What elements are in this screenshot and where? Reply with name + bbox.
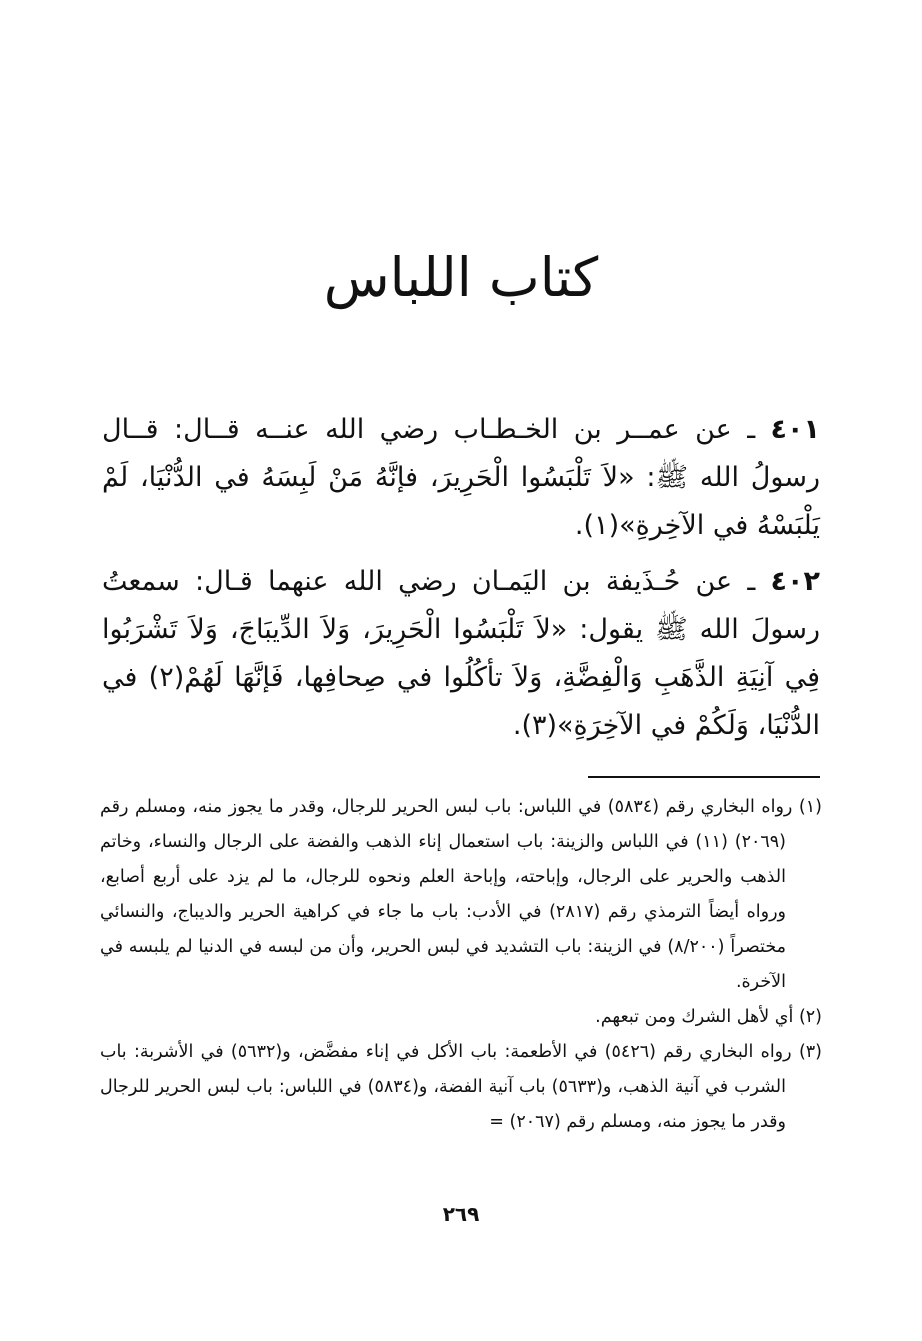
footnote [100,1035,822,1140]
footnote-text: أي لأهل الشرك ومن تبعهم. [595,1007,794,1027]
page-number: ٢٦٩ [442,1202,480,1226]
footnotes [100,790,822,1140]
footnote-marker: (٢) [798,1007,822,1027]
footnote [100,1000,822,1035]
footnote [100,790,822,1000]
footnote-separator [588,776,820,778]
hadith-number: ٤٠٢ [770,566,820,597]
footnote-marker: (١) [798,797,822,817]
footnote-text: رواه البخاري رقم (٥٨٣٤) في اللباس: باب لبس الحرير للرجال، وقدر ما يجوز منه، ومسلم رقم (٢٠٦٩) (١١) في اللباس والزينة: باب استعمال إناء الذهب والفضة على الرجال والنساء، وخاتم الذهب والحرير على الرجال، وإباحته، وإباحة العلم ونحوه للرجال، ما لم يزد على أربع أصابع، ورواه أيضاً الترمذي رقم (٢٨١٧) في الأدب: باب ما جاء في كراهية الحرير والديباج، والنسائي مختصراً (٨/٢٠٠) في الزينة: باب التشديد في لبس الحرير، وأن من لبسه في الدنيا لم يلبسه في الآخرة. [100,797,793,992]
footnote-text: رواه البخاري رقم (٥٤٢٦) في الأطعمة: باب الأكل في إناء مفضَّض، و(٥٦٣٢) في الأشربة: باب الشرب في آنية الذهب، و(٥٦٣٣) باب آنية الفضة، و(٥٨٣٤) في اللباس: باب لبس الحرير للرجال وقدر ما يجوز منه، ومسلم رقم (٢٠٦٧) = [100,1042,792,1132]
hadith-paragraph [102,406,820,550]
hadith-text: ـ عن حُـذَيفة بن اليَمـان رضي الله عنهما قـال: سمعتُ رسولَ الله ﷺ يقول: «لاَ تَلْبَسُوا الْحَرِيرَ، وَلاَ الدِّيبَاجَ، وَلاَ تَشْرَبُوا فِي آنِيَةِ الذَّهَبِ وَالْفِضَّةِ، وَلاَ تأكُلُوا في صِحافِها، فَإنَّهَا لَهُمْ(٢) في الدُّنْيَا، وَلَكُمْ في الآخِرَةِ»(٣). [102,566,820,741]
hadith-text: ـ عن عمــر بن الخـطـاب رضي الله عنــه قــال: قــال رسولُ الله ﷺ: «لاَ تَلْبَسُوا الْحَرِيرَ، فإنَّهُ مَنْ لَبِسَهُ في الدُّنْيَا، لَمْ يَلْبَسْهُ في الآخِرةِ»(١). [102,414,820,541]
hadith-paragraph [102,558,820,750]
footnote-marker: (٣) [798,1042,822,1062]
chapter-title: كتاب اللباس [323,246,599,309]
hadith-number: ٤٠١ [770,414,820,445]
